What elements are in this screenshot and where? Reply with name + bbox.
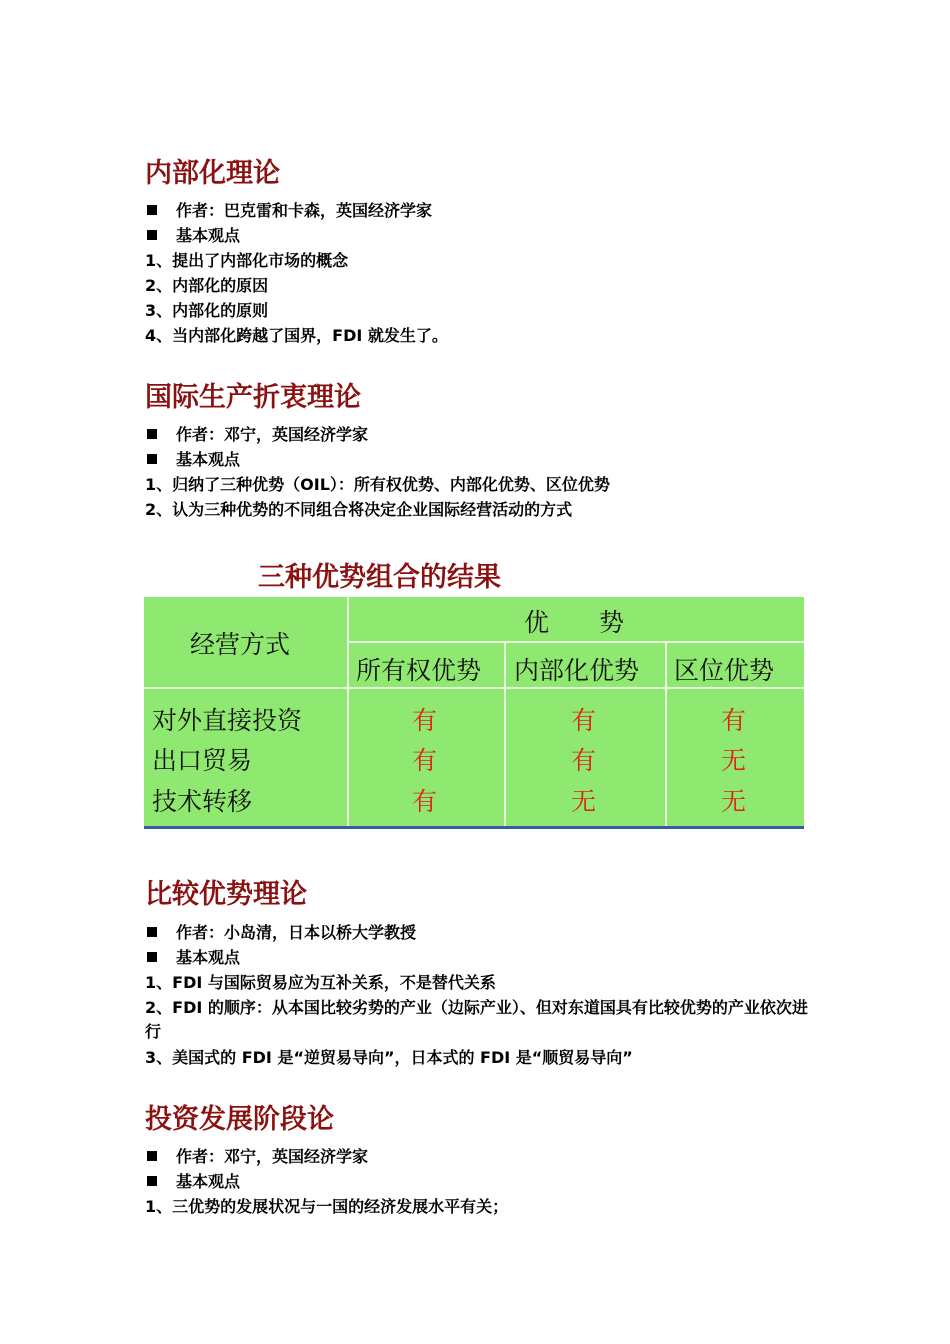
square-bullet-icon: [147, 205, 157, 215]
square-bullet-icon: [147, 927, 157, 937]
table-divider: [144, 687, 804, 689]
author-line: 作者：邓宁，英国经济学家: [145, 423, 368, 447]
point-line: 1、提出了内部化市场的概念: [145, 251, 349, 270]
section-title: 比较优势理论: [145, 879, 307, 910]
table-header-mode: 经营方式: [190, 630, 291, 659]
author-line: 作者：小岛清，日本以桥大学教授: [145, 921, 416, 945]
square-bullet-icon: [147, 454, 157, 464]
point-line: 2、FDI 的顺序：从本国比较劣势的产业（边际产业）、但对东道国具有比较优势的产业依次进行: [145, 998, 808, 1041]
table-cell: 无: [721, 787, 747, 816]
section-title: 内部化理论: [145, 158, 280, 189]
point-line: 1、三优势的发展状况与一国的经济发展水平有关；: [145, 1197, 509, 1216]
table-divider: [347, 597, 349, 826]
table-cell: 有: [412, 706, 438, 735]
table-divider: [504, 641, 506, 826]
table-row-label: 对外直接投资: [152, 706, 303, 735]
table-divider: [665, 641, 667, 826]
square-bullet-icon: [147, 230, 157, 240]
table-cell: 有: [571, 706, 597, 735]
table-cell: 有: [721, 706, 747, 735]
point-line: 1、归纳了三种优势（OIL）：所有权优势、内部化优势、区位优势: [145, 475, 610, 494]
table-header-advantage: 优 势: [524, 608, 625, 637]
section-title: 投资发展阶段论: [145, 1104, 334, 1135]
point-line: 3、美国式的 FDI 是“逆贸易导向”，日本式的 FDI 是“顺贸易导向”: [145, 1048, 633, 1067]
table-cell: 无: [571, 787, 597, 816]
advantage-combination-table: [144, 597, 804, 829]
table-divider: [347, 641, 804, 643]
square-bullet-icon: [147, 1151, 157, 1161]
viewpoint-line: 基本观点: [145, 224, 240, 248]
table-column-header: 区位优势: [674, 656, 775, 685]
author-line: 作者：邓宁，英国经济学家: [145, 1145, 368, 1169]
table-cell: 有: [412, 746, 438, 775]
table-row-label: 技术转移: [152, 787, 253, 816]
table-cell: 无: [721, 746, 747, 775]
table-column-header: 所有权优势: [356, 656, 482, 685]
point-line: 1、FDI 与国际贸易应为互补关系，不是替代关系: [145, 973, 496, 992]
point-line: 2、内部化的原因: [145, 276, 269, 295]
point-line: 2、认为三种优势的不同组合将决定企业国际经营活动的方式: [145, 500, 573, 519]
author-line: 作者：巴克雷和卡森，英国经济学家: [145, 199, 432, 223]
table-column-header: 内部化优势: [514, 656, 640, 685]
point-line: 4、当内部化跨越了国界，FDI 就发生了。: [145, 326, 448, 345]
table-cell: 有: [571, 746, 597, 775]
viewpoint-line: 基本观点: [145, 448, 240, 472]
square-bullet-icon: [147, 429, 157, 439]
viewpoint-line: 基本观点: [145, 1170, 240, 1194]
point-line: 3、内部化的原则: [145, 301, 269, 320]
table-title: 三种优势组合的结果: [258, 562, 501, 593]
table-cell: 有: [412, 787, 438, 816]
table-row-label: 出口贸易: [152, 746, 253, 775]
square-bullet-icon: [147, 952, 157, 962]
section-title: 国际生产折衷理论: [145, 382, 361, 413]
viewpoint-line: 基本观点: [145, 946, 240, 970]
square-bullet-icon: [147, 1176, 157, 1186]
